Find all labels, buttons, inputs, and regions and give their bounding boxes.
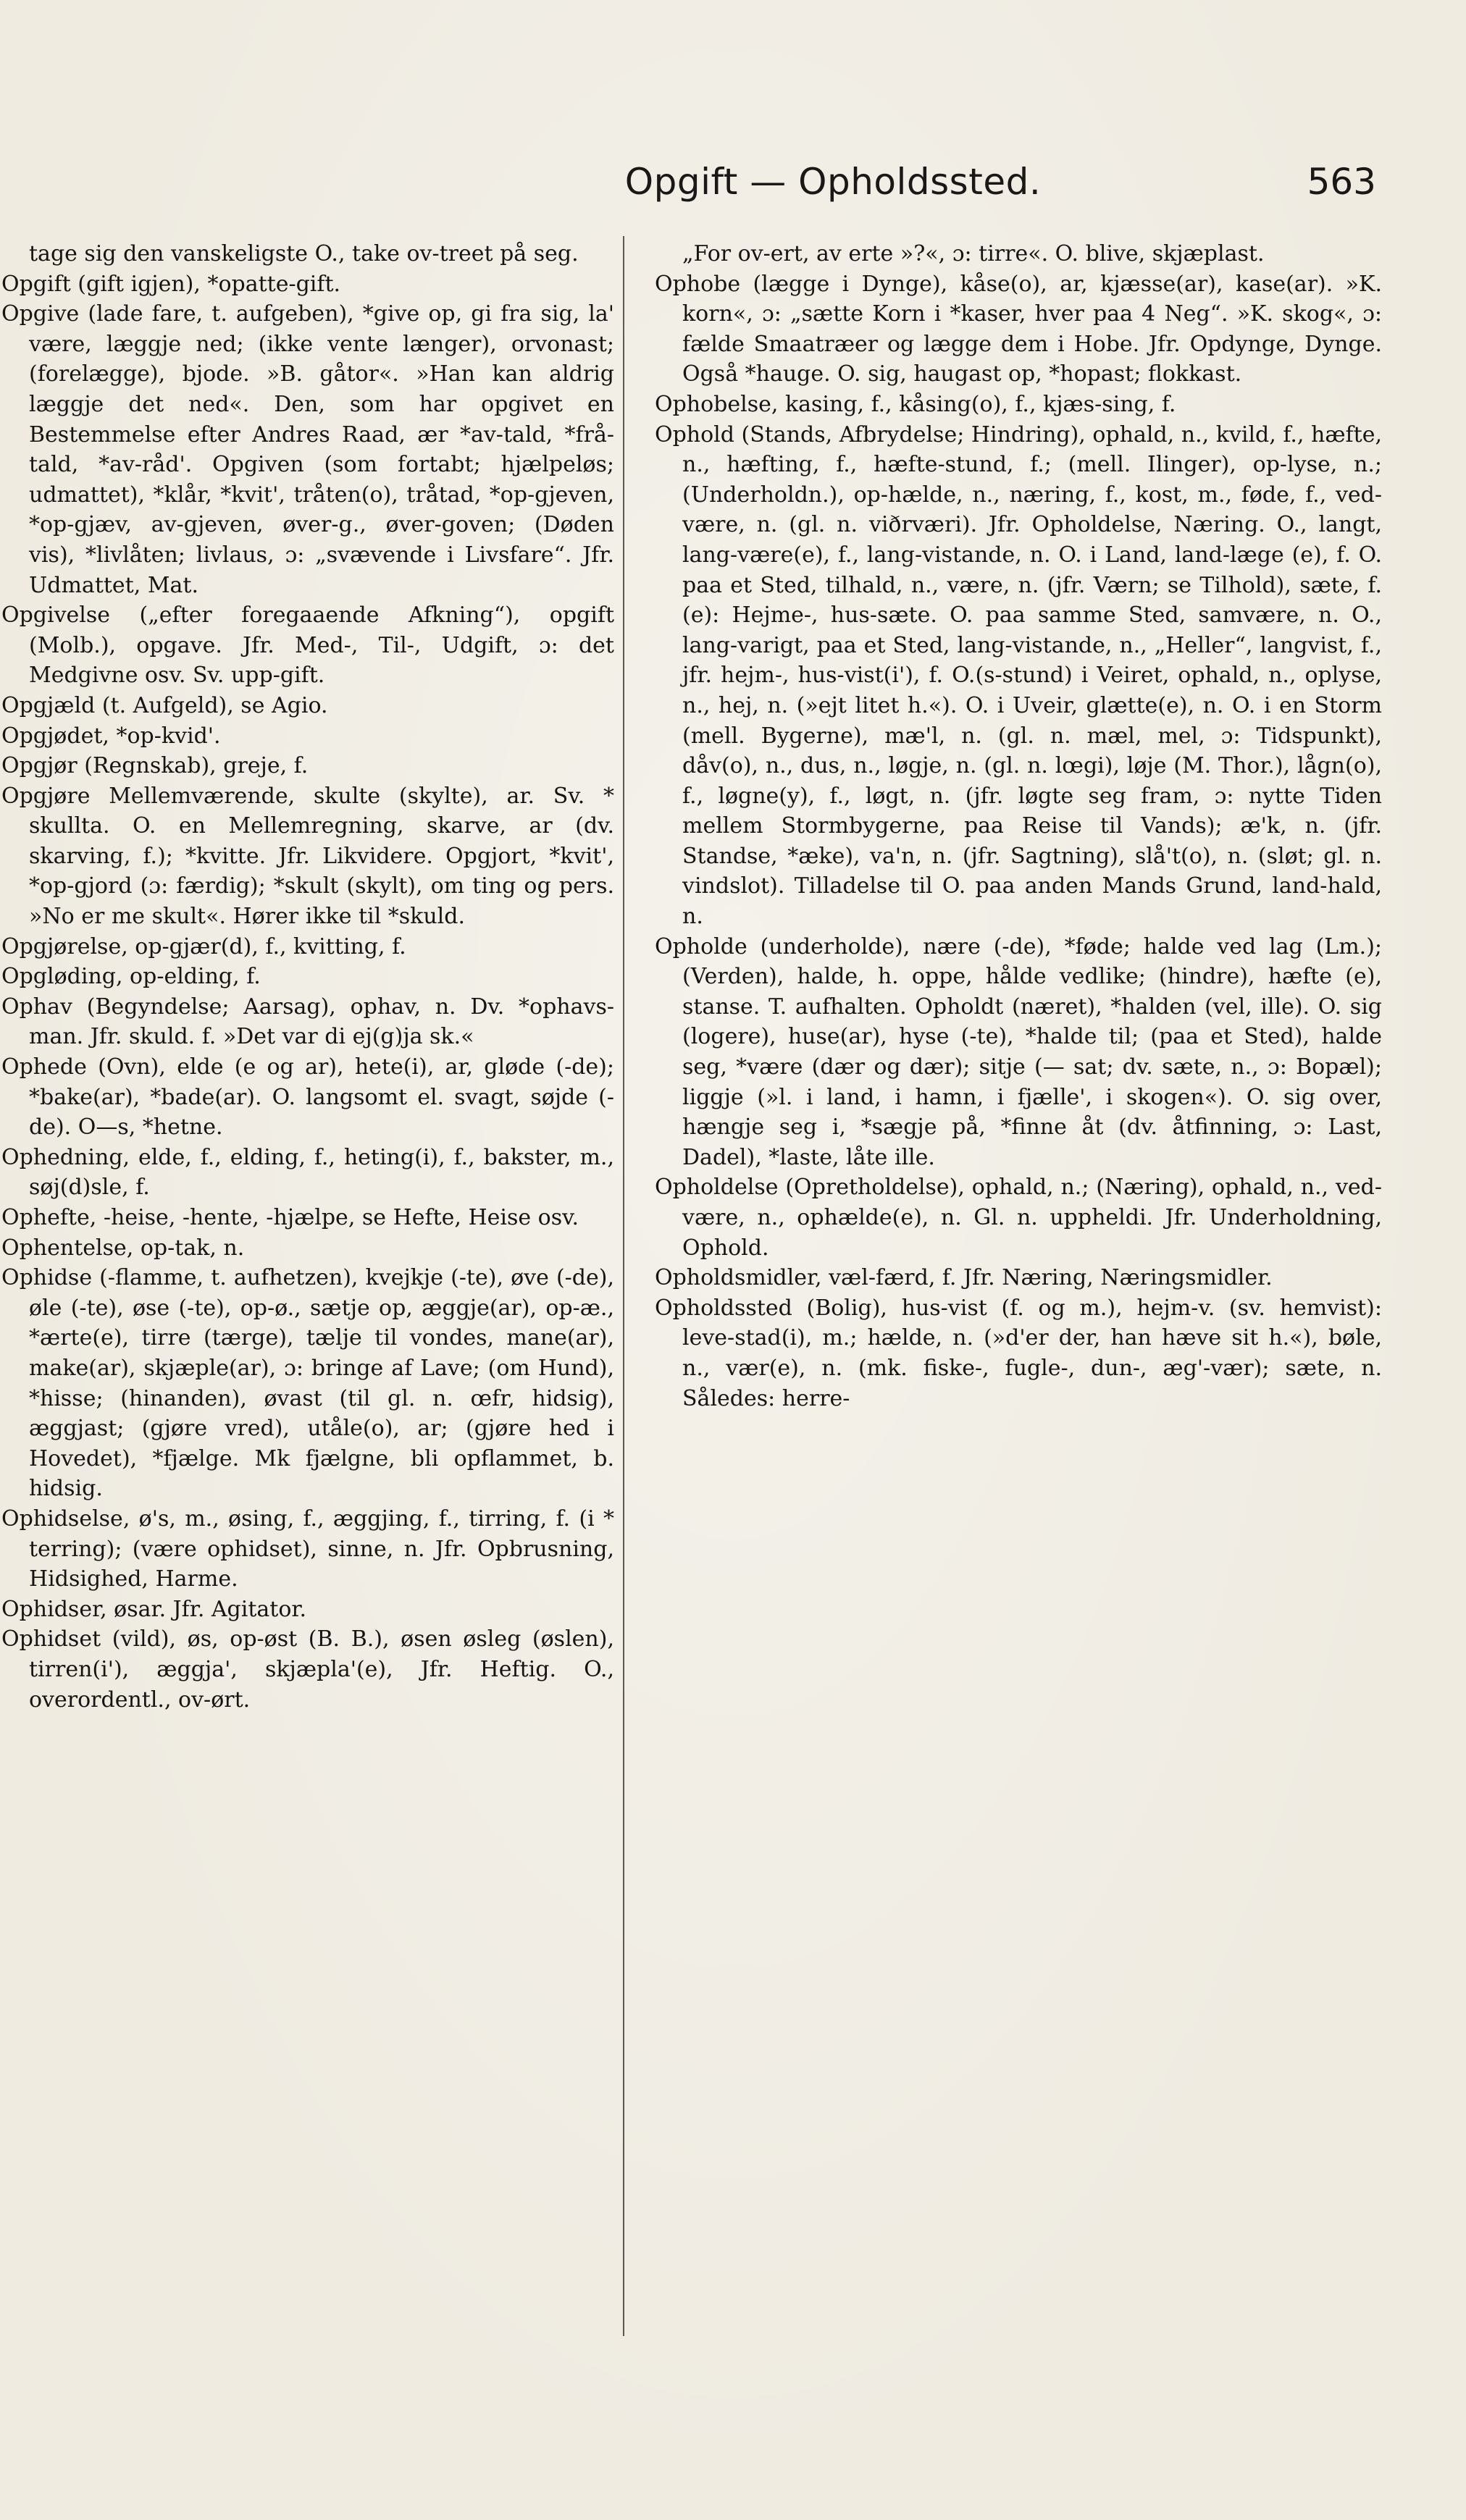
dictionary-entry: Opholde (underholde), nære (-de), *føde; halde ved lag (Lm.); (Verden), halde, h. oppe, hålde vedlike; (hindre), hæfte (e), stanse. T. aufhalten. Opholdt (næret), *halden (vel, ille). O. sig (logere), huse(ar), hyse (-te), *halde til; (paa et Sted), halde seg, *være (dær og dær); sitje (— sat; dv. sæte, n., ɔ: Bopæl); liggje (»l. i land, i hamn, i fjælle', i skogen«). O. sig over, hængje seg i, *sægje på, *finne åt (dv. åtfinning, ɔ: Last, Dadel), *laste, låte ille.: [655, 933, 1382, 1170]
dictionary-entry: Opgift (gift igjen), *opatte-gift.: [1, 271, 341, 297]
dictionary-entry: Ophav (Begyndelse; Aarsag), ophav, n. Dv. *ophavs-man. Jfr. skuld. f. »Det var di ej(g)ja sk.«: [1, 994, 614, 1050]
dictionary-entry: tage sig den vanskeligste O., take ov-treet på seg.: [29, 241, 579, 266]
dictionary-entry: Ophidset (vild), øs, op-øst (B. B.), øsen øsleg (øslen), tirren(i'), æggja', skjæpla'(e), Jfr. Heftig. O., overordentl., ov-ørt.: [1, 1626, 614, 1713]
dictionary-entry: Opgløding, op-elding, f.: [1, 964, 261, 990]
dictionary-entry: „For ov-ert, av erte »?«, ɔ: tirre«. O. blive, skjæplast.: [682, 241, 1265, 266]
dictionary-entry: Ophidselse, ø's, m., øsing, f., æggjing, f., tirring, f. (i * terring); (være ophidset), sinne, n. Jfr. Opbrusning, Hidsighed, Harme.: [1, 1505, 614, 1592]
page-header: Opgift — Opholdssted.: [624, 161, 1042, 203]
dictionary-entry: Ophede (Ovn), elde (e og ar), hete(i), ar, gløde (-de); *bake(ar), *bade(ar). O. langsomt el. svagt, søjde (-de). O—s, *hetne.: [1, 1054, 614, 1141]
right-column: [655, 239, 1382, 1414]
dictionary-entry: Ophidser, øsar. Jfr. Agitator.: [1, 1596, 306, 1622]
dictionary-entry: Opholdssted (Bolig), hus-vist (f. og m.), hejm-v. (sv. hemvist): leve-stad(i), m.; hælde, n. (»d'er der, han hæve sit h.«), bøle, n., vær(e), n. (mk. fiske-, fugle-, dun-, æg'-vær); sæte, n. Således: herre-: [655, 1295, 1382, 1411]
left-column: [1, 239, 614, 1715]
dictionary-entry: Opgive (lade fare, t. aufgeben), *give op, gi fra sig, la' være, læggje ned; (ikke vente længer), orvonast; (forelægge), bjode. »B. gåtor«. »Han kan aldrig læggje det ned«. Den, som har opgivet en Bestemmelse efter Andres Raad, ær *av-tald, *frå-tald, *av-råd'. Opgiven (som fortabt; hjælpeløs; udmattet), *klår, *kvit', tråten(o), tråtad, *op-gjeven, *op-gjæv, av-gjeven, øver-g., øver-goven; (Døden vis), *livlåten; livlaus, ɔ: „svævende i Livsfare“. Jfr. Udmattet, Mat.: [1, 301, 614, 598]
dictionary-entry: Opholdelse (Opretholdelse), ophald, n.; (Næring), ophald, n., ved-være, n., ophælde(e), n. Gl. n. uppheldi. Jfr. Underholdning, Ophold.: [655, 1175, 1382, 1261]
dictionary-entry: Ophentelse, op-tak, n.: [1, 1235, 245, 1261]
dictionary-entry: Opgjør (Regnskab), greje, f.: [1, 753, 309, 779]
dictionary-entry: Opgjæld (t. Aufgeld), se Agio.: [1, 692, 328, 718]
dictionary-entry: Opholdsmidler, væl-færd, f. Jfr. Næring, Næringsmidler.: [655, 1265, 1273, 1291]
dictionary-entry: Ophobelse, kasing, f., kåsing(o), f., kjæs-sing, f.: [655, 391, 1176, 417]
column-divider: [623, 236, 624, 2336]
dictionary-entry: Ophold (Stands, Afbrydelse; Hindring), ophald, n., kvild, f., hæfte, n., hæfting, f., hæfte-stund, f.; (mell. Ilinger), op-lyse, n.; (Underholdn.), op-hælde, n., næring, f., kost, m., føde, f., ved-være, n. (gl. n. viðrværi). Jfr. Opholdelse, Næring. O., langt, lang-være(e), f., lang-vistande, n. O. i Land, land-læge (e), f. O. paa et Sted, tilhald, n., være, n. (jfr. Værn; se Tilhold), sæte, f. (e): Hejme-, hus-sæte. O. paa samme Sted, samvære, n. O., lang-varigt, paa et Sted, lang-vistande, n., „Heller“, langvist, f., jfr. hejm-, hus-vist(i'), f. O.(s-stund) i Veiret, ophald, n., oplyse, n., hej, n. (»ejt litet h.«). O. i Uveir, glætte(e), n. O. i en Storm (mell. Bygerne), mæ'l, n. (gl. n. mæl, mel, ɔ: Tidspunkt), dåv(o), n., dus, n., løgje, n. (gl. n. lœgi), løje (M. Thor.), lågn(o), f., løgne(y), f., løgt, n. (jfr. løgte seg fram, ɔ: nytte Tiden mellem Stormbygerne, paa Reise til Vands); æ'k, n. (jfr. Standse, *æke), va'n, n. (jfr. Sagtning), slå't(o), n. (sløt; gl. n. vindslot). Tilladelse til O. paa anden Mands Grund, land-hald, n.: [655, 421, 1382, 930]
dictionary-entry: Opgivelse („efter foregaaende Afkning“), opgift (Molb.), opgave. Jfr. Med-, Til-, Udgift, ɔ: det Medgivne osv. Sv. upp-gift.: [1, 602, 614, 689]
dictionary-entry: Ophedning, elde, f., elding, f., heting(i), f., bakster, m., søj(d)sle, f.: [1, 1144, 614, 1201]
dictionary-entry: Ophefte, -heise, -hente, -hjælpe, se Hefte, Heise osv.: [1, 1205, 579, 1230]
dictionary-entry: Opgjørelse, op-gjær(d), f., kvitting, f.: [1, 933, 406, 959]
page-number: 563: [1307, 161, 1376, 203]
dictionary-entry: Opgjødet, *op-kvid'.: [1, 723, 221, 749]
dictionary-entry: Opgjøre Mellemværende, skulte (skylte), ar. Sv. * skullta. O. en Mellemregning, skarve, ar (dv. skarving, f.); *kvitte. Jfr. Likvidere. Opgjort, *kvit', *op-gjord (ɔ: færdig); *skult (skylt), om ting og pers. »No er me skult«. Hører ikke til *skuld.: [1, 783, 614, 930]
dictionary-entry: Ophobe (lægge i Dynge), kåse(o), ar, kjæsse(ar), kase(ar). »K. korn«, ɔ: „sætte Korn i *kaser, hver paa 4 Neg“. »K. skog«, ɔ: fælde Smaatræer og lægge dem i Hobe. Jfr. Opdynge, Dynge. Også *hauge. O. sig, haugast op, *hopast; flokkast.: [655, 271, 1382, 387]
dictionary-entry: Ophidse (-flamme, t. aufhetzen), kvejkje (-te), øve (-de), øle (-te), øse (-te), op-ø., sætje op, æggje(ar), op-æ., *ærte(e), tirre (tærge), tælje til vondes, mane(ar), make(ar), skjæple(ar), ɔ: bringe af Lave; (om Hund), *hisse; (hinanden), øvast (til gl. n. œfr, hidsig), æggjast; (gjøre vred), utåle(o), ar; (gjøre hed i Hovedet), *fjælge. Mk fjælgne, bli opflammet, b. hidsig.: [1, 1265, 614, 1502]
